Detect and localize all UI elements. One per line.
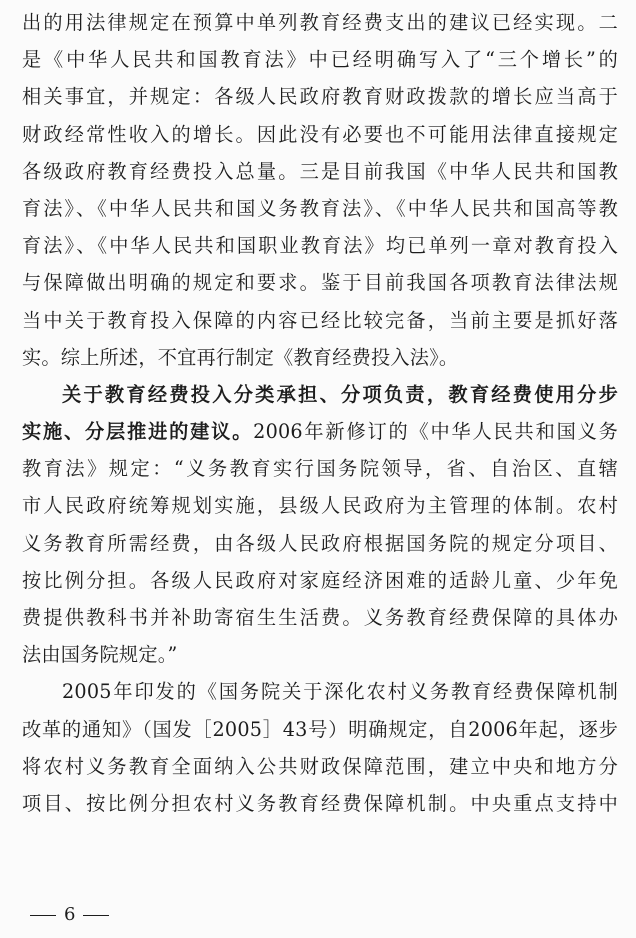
text-line-6: 育法》、《中华人民共和国义务教育法》、《中华人民共和国高等教 <box>22 196 618 220</box>
text-line-9: 当中关于教育投入保障的内容已经比较完备，当前主要是抓好落 <box>22 308 618 332</box>
paragraph-3-line-2: 改革的通知》（国发［2005］43号）明确规定，自2006年起，逐步 <box>22 717 618 741</box>
text-line-7: 育法》、《中华人民共和国职业教育法》均已单列一章对教育投入 <box>22 234 618 258</box>
paragraph-2-line-3: 教育法》规定：“义务教育实行国务院领导，省、自治区、直辖 <box>22 457 618 481</box>
paragraph-2-line-6: 按比例分担。各级人民政府对家庭经济困难的适龄儿童、少年免 <box>22 568 618 592</box>
paragraph-2-line-8: 法由国务院规定。” <box>22 643 178 667</box>
paragraph-2-line-2-rest: 2006年新修订的《中华人民共和国义务 <box>253 420 618 444</box>
paragraph-3-line-1: 2005年印发的《国务院关于深化农村义务教育经费保障机制 <box>62 680 618 704</box>
text-line-10: 实。综上所述，不宜再行制定《教育经费投入法》。 <box>22 345 459 369</box>
footer-dash-left <box>30 915 56 916</box>
text-line-4: 财政经常性收入的增长。因此没有必要也不可能用法律直接规定 <box>22 122 618 146</box>
paragraph-2-heading-end: 实施、分层推进的建议。 <box>22 420 254 444</box>
text-line-1: 出的用法律规定在预算中单列教育经费支出的建议已经实现。二 <box>22 11 618 34</box>
paragraph-3-line-3: 将农村义务教育全面纳入公共财政保障范围，建立中央和地方分 <box>22 754 618 778</box>
text-line-3: 相关事宜，并规定：各级人民政府教育财政拨款的增长应当高于 <box>22 85 618 109</box>
page-number: 6 <box>64 904 76 925</box>
page-footer <box>30 903 109 927</box>
paragraph-2-line-2 <box>22 413 618 450</box>
text-line-8: 与保障做出明确的规定和要求。鉴于目前我国各项教育法律法规 <box>22 271 618 295</box>
text-line-5: 各级政府教育经费投入总量。三是目前我国《中华人民共和国教 <box>22 159 618 183</box>
body-text <box>22 4 618 822</box>
text-line-2: 是《中华人民共和国教育法》中已经明确写入了“三个增长”的 <box>22 48 618 72</box>
paragraph-2-line-5: 义务教育所需经费，由各级人民政府根据国务院的规定分项目、 <box>22 531 618 555</box>
paragraph-3-line-4: 项目、按比例分担农村义务教育经费保障机制。中央重点支持中 <box>22 791 618 815</box>
footer-dash-right <box>83 915 109 916</box>
paragraph-2-line-7: 费提供教科书并补助寄宿生生活费。义务教育经费保障的具体办 <box>22 606 618 629</box>
paragraph-2-heading: 关于教育经费投入分类承担、分项负责，教育经费使用分步 <box>62 382 618 406</box>
paragraph-2-line-4: 市人民政府统筹规划实施，县级人民政府为主管理的体制。农村 <box>22 494 618 518</box>
